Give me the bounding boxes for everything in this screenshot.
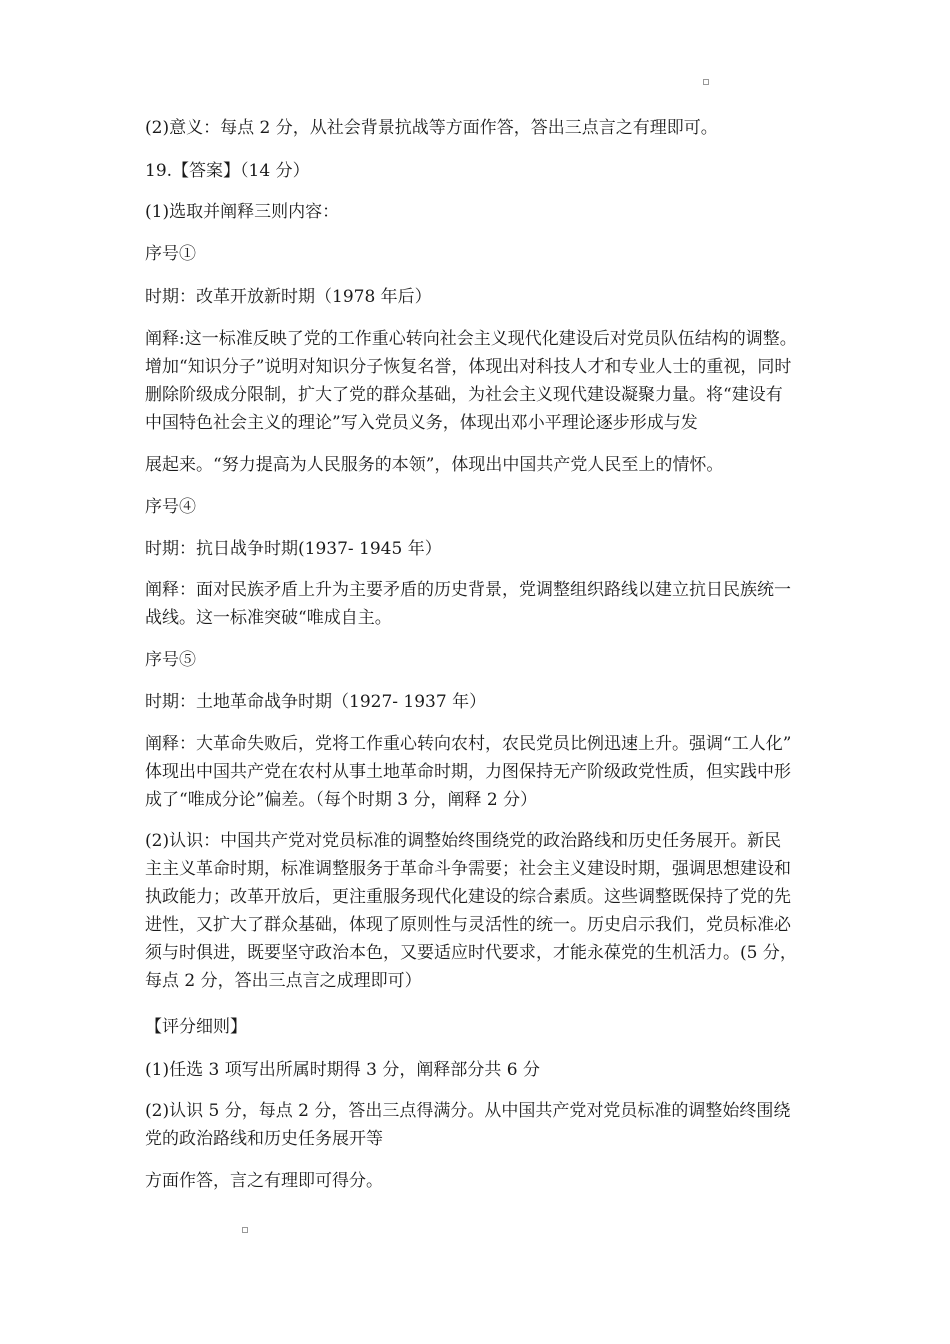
question-19-answer-heading: 19.【答案】（14 分） [145,161,310,181]
page-marker-bottom [242,1227,248,1233]
text-line: 主主义革命时期，标准调整服务于革命斗争需要；社会主义建设时期，强调思想建设和 [145,859,791,879]
part-2-understanding [145,827,835,995]
item-1-explanation [145,325,835,437]
text-line: 中国特色社会主义的理论”写入党员义务，体现出邓小平理论逐步形成与发 [145,413,698,433]
scoring-rule-1: (1)任选 3 项写出所属时期得 3 分，阐释部分共 6 分 [145,1060,540,1080]
text-line: 体现出中国共产党在农村从事土地革命时期，力图保持无产阶级政党性质，但实践中形 [145,762,791,782]
item-5-period: 时期：土地革命战争时期（1927- 1937 年） [145,692,487,712]
item-1-explanation-continued: 展起来。“努力提高为人民服务的本领”，体现出中国共产党人民至上的情怀。 [145,455,724,475]
scoring-rule-2 [145,1097,835,1153]
text-line: 增加“知识分子”说明对知识分子恢复名誉，体现出对科技人才和专业人士的重视，同时 [145,357,792,377]
scoring-rules-heading: 【评分细则】 [145,1017,247,1037]
part-1-intro: (1)选取并阐释三则内容： [145,202,340,222]
text-line: 须与时俱进，既要坚守政治本色，又要适应时代要求，才能永葆党的生机活力。(5 分， [145,943,797,963]
text-line: 执政能力；改革开放后，更注重服务现代化建设的综合素质。这些调整既保持了党的先 [145,887,791,907]
item-number-4: 序号④ [145,497,196,517]
item-4-period: 时期：抗日战争时期(1937- 1945 年） [145,539,442,559]
text-line: (2)认识：中国共产党对党员标准的调整始终围绕党的政治路线和历史任务展开。新民 [145,831,782,851]
text-line: 阐释：大革命失败后，党将工作重心转向农村，农民党员比例迅速上升。强调“工人化” [145,734,792,754]
meaning-scoring-line: (2)意义：每点 2 分，从社会背景抗战等方面作答，答出三点言之有理即可。 [145,118,718,138]
text-line: (2)认识 5 分，每点 2 分，答出三点得满分。从中国共产党对党员标准的调整始终围绕 [145,1101,791,1121]
text-line: 删除阶级成分限制，扩大了党的群众基础，为社会主义现代建设凝聚力量。将“建设有 [145,385,783,405]
text-line: 成了“唯成分论”偏差。（每个时期 3 分，阐释 2 分） [145,790,538,810]
item-5-explanation [145,730,835,814]
text-line: 进性，又扩大了群众基础，体现了原则性与灵活性的统一。历史启示我们，党员标准必 [145,915,791,935]
scoring-rule-2-continued: 方面作答，言之有理即可得分。 [145,1171,383,1191]
item-4-explanation [145,576,835,632]
item-1-period: 时期：改革开放新时期（1978 年后） [145,287,432,307]
text-line: 党的政治路线和历史任务展开等 [145,1129,383,1149]
text-line: 阐释:这一标准反映了党的工作重心转向社会主义现代化建设后对党员队伍结构的调整。 [145,329,797,349]
page-marker-top [703,79,709,85]
text-line: 阐释：面对民族矛盾上升为主要矛盾的历史背景，党调整组织路线以建立抗日民族统一 [145,580,791,600]
item-number-5: 序号⑤ [145,650,196,670]
item-number-1: 序号① [145,244,196,264]
text-line: 每点 2 分，答出三点言之成理即可） [145,971,422,991]
text-line: 战线。这一标准突破“唯成自主。 [145,608,392,628]
